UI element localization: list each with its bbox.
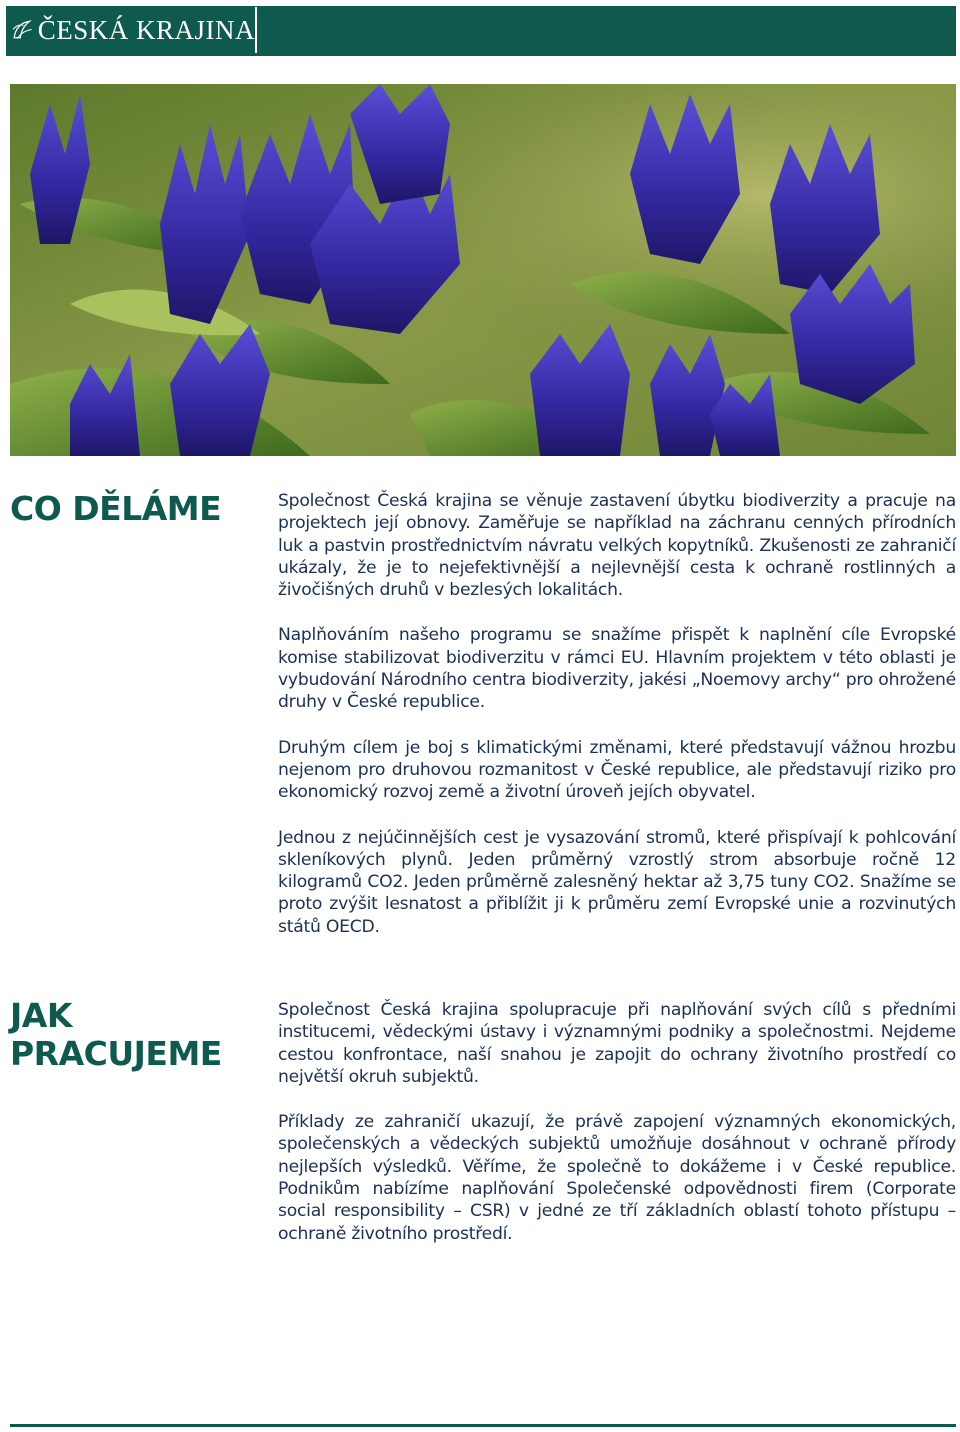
paragraph: Naplňováním našeho programu se snažíme přispět k naplnění cíle Evropské komise stabilizovat biodiverzitu v rámci EU. Hlavním projektem v této oblasti je vybudování Národního centra biodiverzity, jakési „Noemovy archy“ pro ohrožené druhy v České republice. [278, 625, 956, 713]
paragraph: Příklady ze zahraničí ukazují, že právě zapojení významných ekonomických, společenských a vědeckých subjektů umožňuje dosáhnout v ochraně přírody nejlepších výsledků. Věříme, že společně to dokážeme i v České republice. Podnikům nabízíme naplňování Společenské odpovědnosti firem (Corporate social responsibility – CSR) v jedné ze tří základních oblastí tohoto přístupu – ochraně životního prostředí. [278, 1112, 956, 1244]
section-heading-jak-pracujeme [10, 997, 222, 1073]
heading-line: JAK [10, 996, 72, 1035]
paragraph: Společnost Česká krajina se věnuje zastavení úbytku biodiverzity a pracuje na projektech její obnovy. Zaměřuje se například na záchranu cenných přírodních luk a pastvin prostřednictvím návratu velkých kopytníků. Zkušenosti ze zahraničí ukázaly, že je to nejefektivnější a nejlevnější cesta k ochraně rostlinných a živočišných druhů v bezlesých lokalitách. [278, 491, 956, 601]
purple-gentian-flowers-icon [10, 84, 956, 456]
section-body-co-delame [278, 490, 956, 961]
bottom-divider [10, 1424, 956, 1427]
paragraph: Druhým cílem je boj s klimatickými změnami, které představují vážnou hrozbu nejenom pro druhovou rozmanitost v České republice, ale představují riziko pro ekonomický rozvoj země a životní úroveň jejích obyvatel. [278, 737, 956, 803]
hero-photo [10, 84, 956, 456]
paragraph: Společnost Česká krajina spolupracuje při naplňování svých cílů s předními institucemi, vědeckými ústavy i významnými podniky a společnostmi. Nejdeme cestou konfrontace, naší snahou je zapojit do ochrany životního prostředí co největší okruh subjektů. [278, 1000, 956, 1087]
leaf-logo-icon [10, 7, 34, 53]
heading-line: CO DĚLÁME [10, 489, 222, 528]
section-heading-co-delame [10, 490, 221, 528]
brand-name: ČESKÁ KRAJINA [37, 14, 255, 45]
logo [8, 7, 257, 53]
section-body-jak-pracujeme [278, 999, 956, 1268]
paragraph: Jednou z nejúčinnějších cest je vysazování stromů, které přispívají k pohlcování skleníkových plynů. Jeden průměrný vzrostlý strom absorbuje ročně 12 kilogramů CO2. Jeden průměrně zalesněný hektar až 3,75 tuny CO2. Snažíme se proto zvýšit lesnatost a přiblížit ji k průměru zemí Evropské unie a rozvinutých států OECD. [278, 827, 956, 937]
heading-line: PRACUJEME [10, 1034, 222, 1073]
